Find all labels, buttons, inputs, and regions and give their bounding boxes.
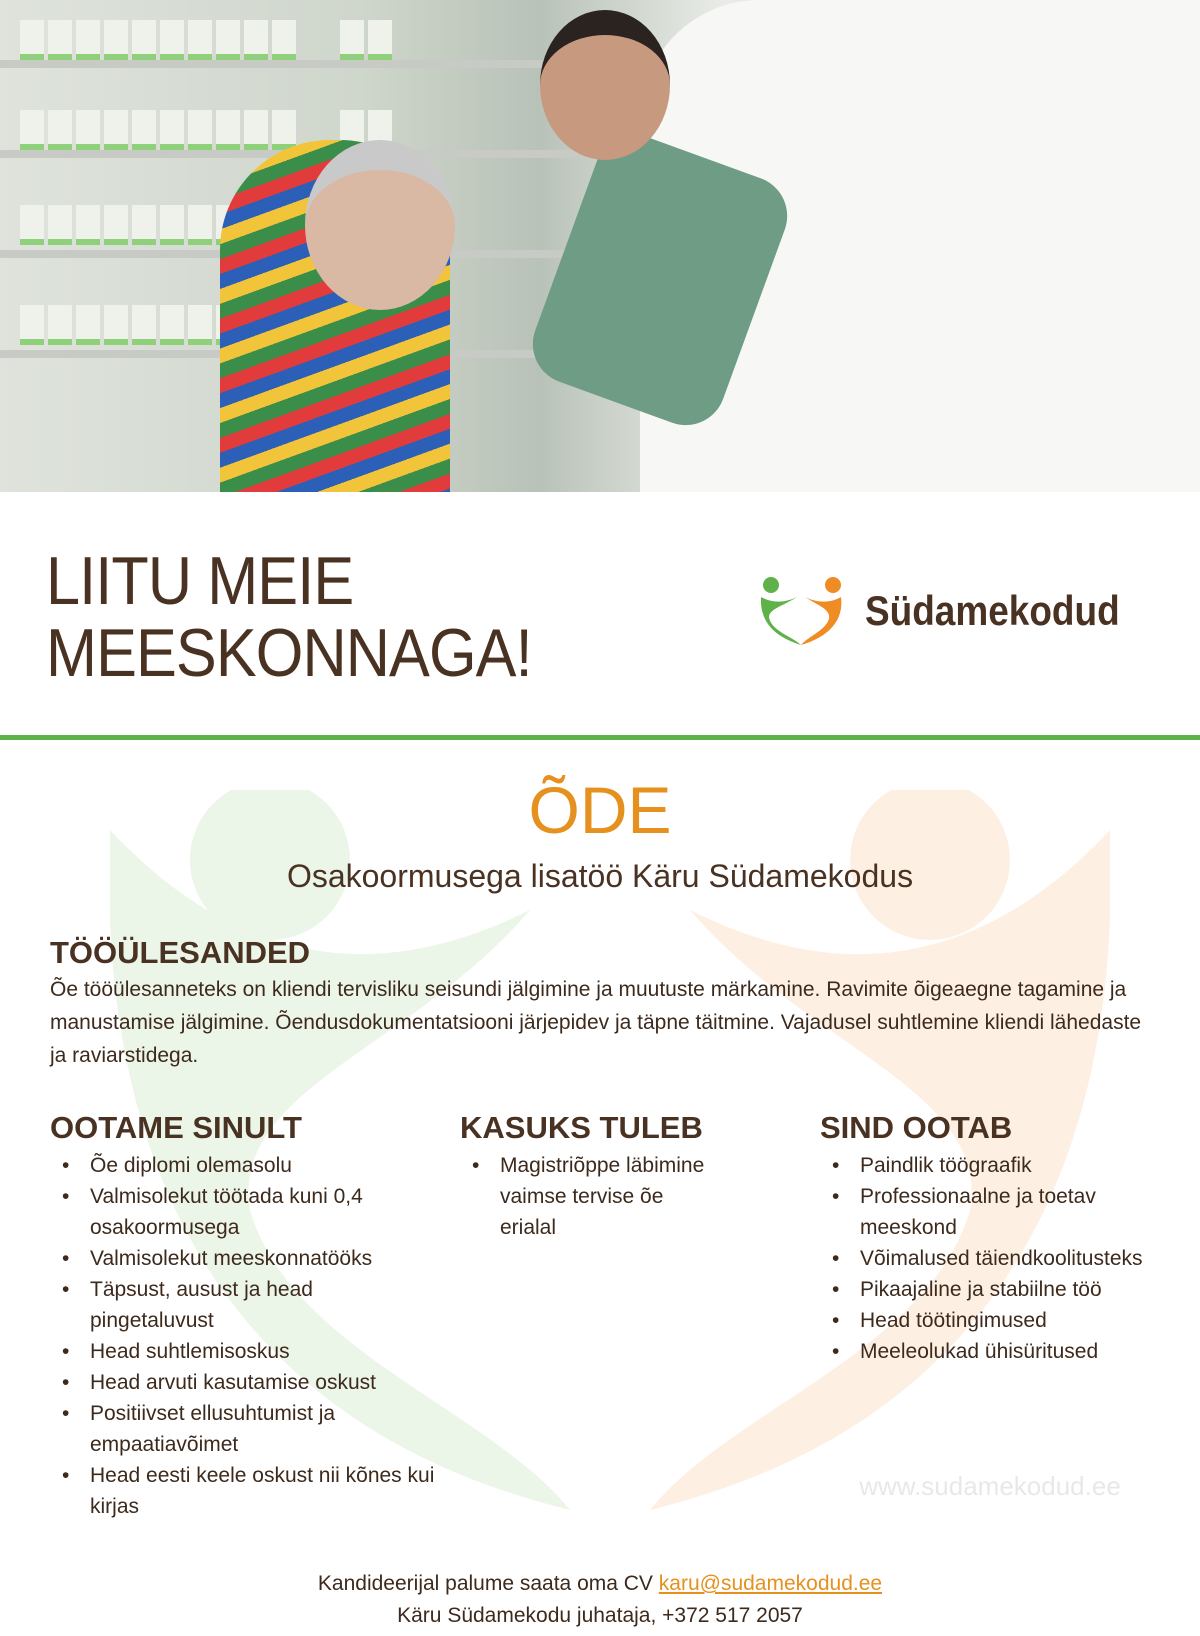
duties-section	[50, 935, 1160, 1072]
list-item: • Õe diplomi olemasolu	[50, 1150, 440, 1181]
benefits-column	[820, 1110, 1160, 1367]
list-item: • Positiivset ellusuhtumist ja empaatiavõimet	[50, 1398, 440, 1460]
job-title: ÕDE	[528, 773, 672, 847]
email-link[interactable]: karu@sudamekodud.ee	[658, 1572, 883, 1595]
list-item: • Professionaalne ja toetav meeskond	[820, 1181, 1160, 1243]
list-item: • Pikaajaline ja stabiilne töö	[820, 1274, 1160, 1305]
job-subtitle: Osakoormusega lisatöö Käru Südamekodus	[286, 858, 914, 894]
column-heading: KASUKS TULEB	[460, 1110, 703, 1145]
advantages-column	[460, 1110, 720, 1243]
logo	[755, 575, 1154, 647]
logo-name: Südamekodud	[865, 587, 1120, 634]
list-item: • Head eesti keele oskust nii kõnes kui kirjas	[50, 1460, 440, 1522]
list-item: • Head suhtlemisoskus	[50, 1336, 440, 1367]
headline	[46, 545, 532, 689]
column-heading: SIND OOTAB	[820, 1110, 1013, 1145]
headline-line2: MEESKONNAGA!	[46, 615, 532, 691]
duties-heading: TÖÖÜLESANDED	[50, 935, 311, 970]
list-item: • Täpsust, ausust ja head pingetaluvust	[50, 1274, 440, 1336]
headline-line1: LIITU MEIE	[46, 543, 354, 619]
list-item: • Meeleolukad ühisüritused	[820, 1336, 1160, 1367]
list-item: • Head arvuti kasutamise oskust	[50, 1367, 440, 1398]
footer-contact: Käru Südamekodu juhataja, +372 517 2057	[397, 1604, 803, 1627]
website-watermark: www.sudamekodud.ee	[859, 1471, 1121, 1501]
list-item: • Magistriõppe läbimine vaimse tervise õe erialal	[460, 1150, 720, 1243]
list-item: • Head töötingimused	[820, 1305, 1160, 1336]
heart-people-icon	[755, 575, 847, 647]
footer-line1: Kandideerijal palume saata oma CV	[317, 1572, 653, 1595]
divider	[0, 735, 1200, 740]
list-item: • Paindlik töögraafik	[820, 1150, 1160, 1181]
hero-photo	[0, 0, 1200, 492]
list-item: • Võimalused täiendkoolitusteks	[820, 1243, 1160, 1274]
footer	[0, 1568, 1200, 1632]
list-item: • Valmisolekut meeskonnatööks	[50, 1243, 440, 1274]
column-heading: OOTAME SINULT	[50, 1110, 302, 1145]
duties-text: Õe tööülesanneteks on kliendi tervisliku seisundi jälgimine ja muutuste märkamine. Ravimite õigeaegne tagamine ja manustamise jälgimine. Õendusdokumentatsiooni järjepidev ja täpne täitmine. Vajadusel suhtlemine kliendi lähedaste ja raviarstidega.	[50, 978, 1142, 1067]
list-item: • Valmisolekut töötada kuni 0,4 osakoormusega	[50, 1181, 440, 1243]
requirements-column	[50, 1110, 440, 1522]
